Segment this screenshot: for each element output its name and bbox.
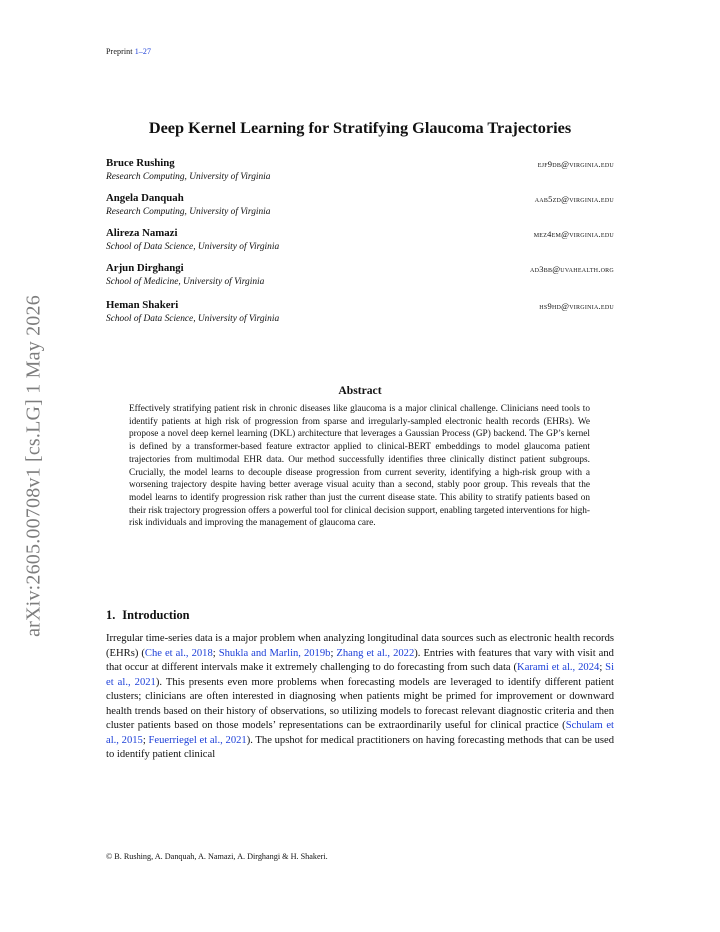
body-text: ). Entries with features that vary with visit and that occur at different intervals make it extremely challenging to do forecasting from such data ( (106, 647, 614, 673)
section-title: Introduction (122, 608, 190, 622)
copyright-footer: © B. Rushing, A. Danquah, A. Namazi, A. Dirghangi & H. Shakeri. (106, 852, 328, 861)
author-email[interactable]: ejf9db@virginia.edu (537, 159, 614, 169)
author-block (106, 299, 614, 326)
citation-link[interactable]: Schulam et al., 2015 (106, 720, 614, 746)
body-text: Irregular time-series data is a major problem when analyzing longitudinal data sources such as electronic health records (EHRs) ( (106, 633, 614, 659)
author-email[interactable]: aab5zd@virginia.edu (534, 194, 614, 204)
running-header (106, 47, 151, 56)
citation-link[interactable]: Shukla and Marlin, 2019b (218, 647, 331, 659)
author-email[interactable]: ad3bb@uvahealth.org (530, 264, 614, 274)
abstract-heading: Abstract (338, 384, 382, 397)
author-affiliation: School of Data Science, University of Virginia (106, 314, 280, 324)
citation-separator: ; (142, 734, 149, 746)
author-affiliation: Research Computing, University of Virginia (106, 207, 271, 217)
author-affiliation: Research Computing, University of Virginia (106, 172, 271, 182)
author-name: Arjun Dirghangi (106, 262, 184, 274)
section-heading (106, 608, 190, 623)
author-name: Bruce Rushing (106, 157, 175, 169)
abstract-text: Effectively stratifying patient risk in chronic diseases like glaucoma is a major clinical challenge. Clinicians need tools to identify patients at high risk of progression from sparse and irregularly-sampled electronic health records (EHRs). We propose a novel deep kernel learning (DKL) architecture that leverages a Gaussian Process (GP) backend. The GP’s kernel is defined by a transformer-based feature extractor applied to clinical-BERT embeddings to model glaucoma patient trajectories from multimodal EHR data. Our method successfully identifies three clinically distinct patient subgroups. Crucially, the model learns to decouple disease progression from current severity, identifying a high-risk group with a worsening trajectory despite having better average visual acuity than a second, stably poor group. This reveals that the model learns to identify progression risk rather than just the current disease state. This ability to stratify patients based on their risk trajectory progression offers a powerful tool for clinical decision support, enabling targeted interventions for high-risk individuals and improving the management of glaucoma care. (129, 404, 591, 529)
author-name: Alireza Namazi (106, 227, 178, 239)
citation-link[interactable]: Feuerriegel et al., 2021 (148, 734, 247, 746)
author-block (106, 157, 614, 184)
citation-separator: ; (599, 662, 606, 673)
section-number: 1. (106, 608, 116, 622)
author-name: Angela Danquah (106, 192, 184, 204)
author-name: Heman Shakeri (106, 299, 179, 311)
body-text: ). The upshot for medical practitioners on having forecasting methods that can be used to identify patient clinical (106, 734, 615, 760)
page-range-link[interactable]: 1–27 (134, 47, 152, 56)
author-email[interactable]: mez4em@virginia.edu (533, 229, 614, 239)
body-text: ). This presents even more problems when forecasting models are leveraged to identify different patient clusters; clinicians are often interested in diagnosing when patients might be primed for improvement or downward health trends based on their history of observations, so utilizing models to forecast relevant diagnostic criteria and then cluster patients based on those models’ representations can be extraordinarily useful for clinical practice ( (106, 676, 614, 731)
citation-separator: ; (212, 647, 219, 659)
author-block (106, 227, 614, 254)
author-affiliation: School of Medicine, University of Virginia (106, 277, 265, 287)
citation-link[interactable]: Che et al., 2018 (144, 647, 213, 659)
preprint-label: Preprint (106, 47, 133, 56)
citation-link[interactable]: Si et al., 2021 (106, 662, 615, 688)
citation-separator: ; (330, 647, 337, 659)
citation-link[interactable]: Zhang et al., 2022 (336, 647, 415, 659)
citation-link[interactable]: Karami et al., 2024 (517, 662, 600, 673)
arxiv-stamp: arXiv:2605.00708v1 [cs.LG] 1 May 2026 (22, 295, 45, 637)
author-block (106, 192, 614, 219)
author-affiliation: School of Data Science, University of Virginia (106, 242, 280, 252)
intro-paragraph (106, 632, 614, 763)
author-email[interactable]: hs9hd@virginia.edu (539, 301, 614, 311)
author-block (106, 262, 614, 289)
paper-title: Deep Kernel Learning for Stratifying Glaucoma Trajectories (148, 118, 572, 137)
